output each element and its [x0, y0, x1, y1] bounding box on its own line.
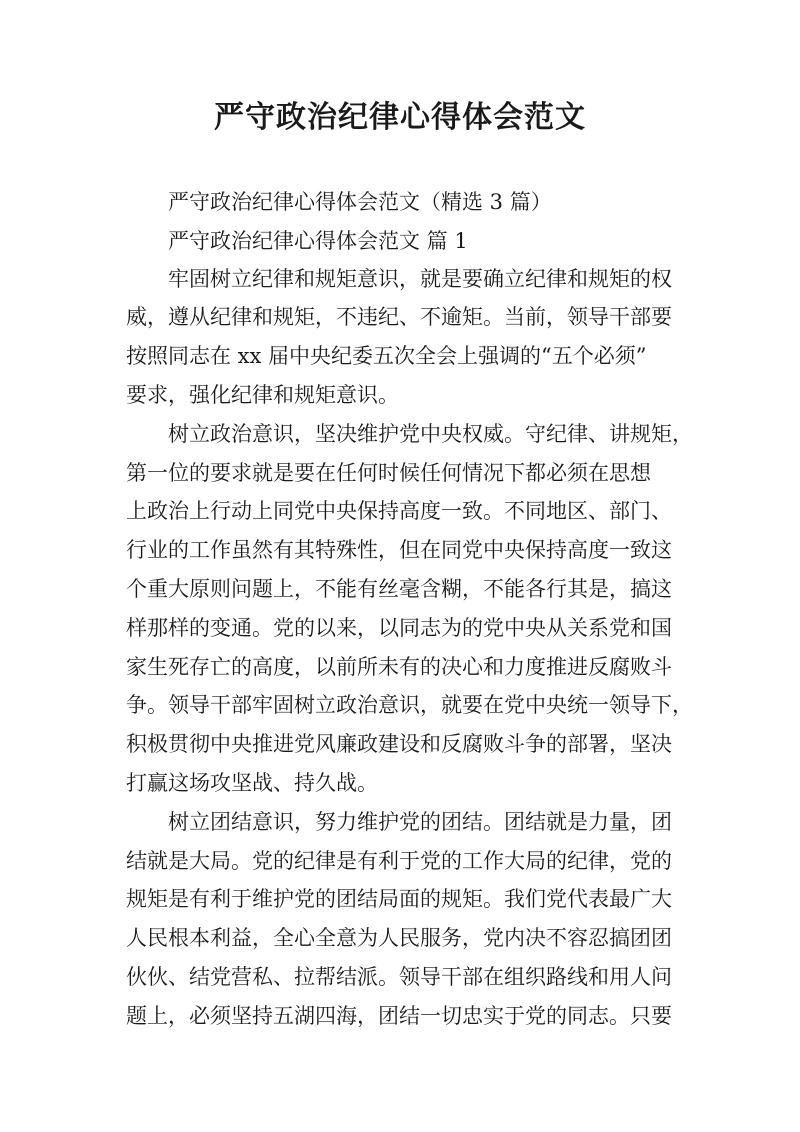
paragraph-line: 题上，必须坚持五湖四海，团结一切忠实于党的同志。只要 [126, 1004, 672, 1028]
paragraph-line: 按照同志在 xx 届中央纪委五次全会上强调的“五个必须” [126, 344, 647, 368]
paragraph-line: 样那样的变通。党的以来，以同志为的党中央从关系党和国 [126, 616, 672, 640]
paragraph-line: 争。领导干部牢固树立政治意识，就要在党中央统一领导下， [126, 693, 693, 717]
paragraph-line: 打赢这场攻坚战、持久战。 [126, 771, 378, 795]
section-heading: 严守政治纪律心得体会范文 篇 1 [168, 229, 468, 253]
paragraph-line: 积极贯彻中央推进党风廉政建设和反腐败斗争的部署，坚决 [126, 732, 672, 756]
paragraph-line: 人民根本利益，全心全意为人民服务，党内决不容忍搞团团 [126, 926, 672, 950]
paragraph-line: 牢固树立纪律和规矩意识，就是要确立纪律和规矩的权 [168, 267, 672, 291]
paragraph-line: 结就是大局。党的纪律是有利于党的工作大局的纪律，党的 [126, 849, 672, 873]
paragraph-line: 要求，强化纪律和规矩意识。 [126, 383, 399, 407]
document-subtitle: 严守政治纪律心得体会范文（精选 3 篇） [168, 190, 552, 214]
paragraph-line: 规矩是有利于维护党的团结局面的规矩。我们党代表最广大 [126, 887, 672, 911]
document-title: 严守政治纪律心得体会范文 [214, 100, 586, 135]
paragraph-line: 树立团结意识，努力维护党的团结。团结就是力量，团 [168, 810, 672, 834]
paragraph-line: 树立政治意识，坚决维护党中央权威。守纪律、讲规矩， [168, 422, 693, 446]
paragraph-line: 威，遵从纪律和规矩，不违纪、不逾矩。当前，领导干部要 [126, 305, 672, 329]
paragraph-line: 上政治上行动上同党中央保持高度一致。不同地区、部门、 [126, 499, 672, 523]
paragraph-line: 行业的工作虽然有其特殊性，但在同党中央保持高度一致这 [126, 538, 672, 562]
paragraph-line: 个重大原则问题上，不能有丝毫含糊，不能各行其是，搞这 [126, 577, 672, 601]
paragraph-line: 第一位的要求就是要在任何时候任何情况下都必须在思想 [126, 461, 651, 485]
paragraph-line: 家生死存亡的高度，以前所未有的决心和力度推进反腐败斗 [126, 655, 672, 679]
paragraph-line: 伙伙、结党营私、拉帮结派。领导干部在组织路线和用人问 [126, 965, 672, 989]
